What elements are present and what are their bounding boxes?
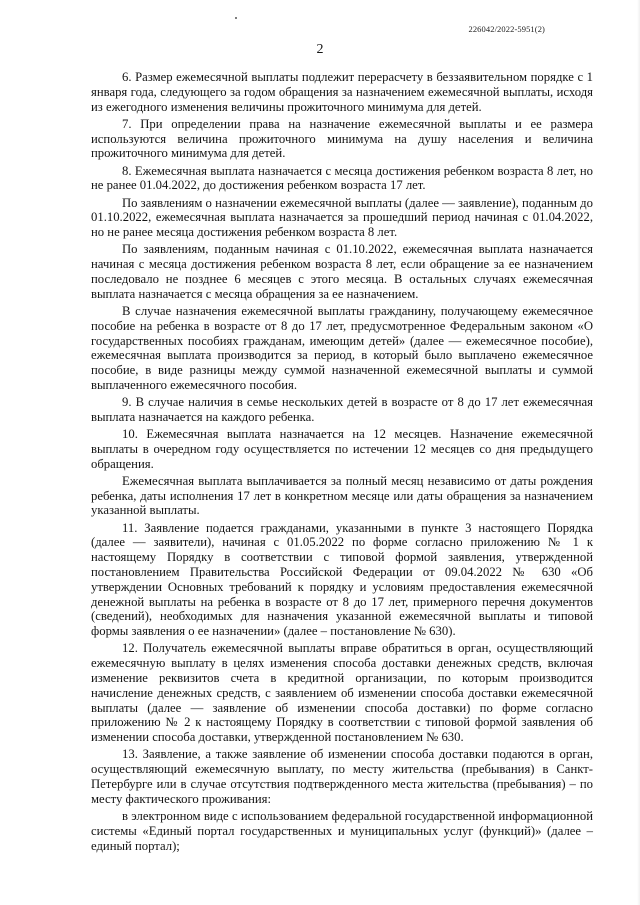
paragraph-8-applications-after: По заявлениям, поданным начиная с 01.10.2022, ежемесячная выплата назначается начиная с месяца достижения ребенком возраста 8 лет, если обращение за ее назначением последовало не позднее 6 месяцев с этого месяца. В остальных случаях ежемесячная выплата назначается с месяца обращения за ее назначением. xyxy=(91,242,593,301)
paragraph-8-allowance: В случае назначения ежемесячной выплаты гражданину, получающему ежемесячное пособие на ребенка в возрасте от 8 до 17 лет, предусмотренное Федеральным законом «О государственных пособиях гражданам, имеющим детей» (далее — ежемесячное пособие), ежемесячная выплата производится за период, в который было выплачено ежемесячное пособие, в виде разницы между суммой назначенной ежемесячной выплаты и суммой выплаченного ежемесячного пособия. xyxy=(91,303,593,392)
paragraph-12: 12. Получатель ежемесячной выплаты вправе обратиться в орган, осуществляющий ежемесячную выплату в целях изменения способа доставки денежных средств, включая изменение реквизитов счета в кредитной организации, по которым производится начисление денежных средств, с заявлением об изменении способа доставки ежемесячной выплаты (далее — заявление об изменении способа доставки) по форме согласно приложению № 2 к настоящему Порядку в соответствии с типовой формой заявления об изменении способа доставки, утвержденной постановлением № 630. xyxy=(91,641,593,745)
paragraph-10-full-month: Ежемесячная выплата выплачивается за полный месяц независимо от даты рождения ребенка, даты исполнения 17 лет в конкретном месяце или даты обращения за назначением указанной выплаты. xyxy=(91,473,593,518)
paragraph-10: 10. Ежемесячная выплата назначается на 12 месяцев. Назначение ежемесячной выплаты в очередном году осуществляется по истечении 12 месяцев со дня предыдущего обращения. xyxy=(91,427,593,471)
paragraph-8-applications-before: По заявлениям о назначении ежемесячной выплаты (далее — заявление), поданным до 01.10.2022, ежемесячная выплата назначается за прошедший период начиная с 01.04.2022, но не ранее месяца достижения ребенком возраста 8 лет. xyxy=(91,195,593,240)
paragraph-11: 11. Заявление подается гражданами, указанными в пункте 3 настоящего Порядка (далее — заявители), начиная с 01.05.2022 по форме согласно приложению № 1 к настоящему Порядку в соответствии с типовой формой заявления, утвержденной постановлением Правительства Российской Федерации от 09.04.2022 № 630 «Об утверждении Основных требований к порядку и условиям предоставления ежемесячной денежной выплаты на ребенка в возрасте от 8 до 17 лет, примерного перечня документов (сведений), необходимых для назначения указанной ежемесячной выплаты и типовой формы заявления о ее назначении» (далее – постановление № 630). xyxy=(91,520,593,639)
document-code: 226042/2022-5951(2) xyxy=(468,24,545,34)
paragraph-8: 8. Ежемесячная выплата назначается с месяца достижения ребенком возраста 8 лет, но не ранее 01.04.2022, до достижения ребенком возраста 17 лет. xyxy=(91,163,593,193)
paragraph-7: 7. При определении права на назначение ежемесячной выплаты и ее размера используются величина прожиточного минимума на душу населения и величина прожиточного минимума для детей. xyxy=(91,116,593,161)
scan-speck xyxy=(235,17,237,19)
paragraph-9: 9. В случае наличия в семье нескольких детей в возрасте от 8 до 17 лет ежемесячная выплата назначается на каждого ребенка. xyxy=(91,395,593,424)
paragraph-6: 6. Размер ежемесячной выплаты подлежит перерасчету в беззаявительном порядке с 1 января года, следующего за годом обращения за назначением ежемесячной выплаты, исходя из ежегодного изменения величины прожиточного минимума для детей. xyxy=(91,70,593,114)
paragraph-13: 13. Заявление, а также заявление об изменении способа доставки подаются в орган, осуществляющий ежемесячную выплату, по месту жительства (пребывания) в Санкт-Петербурге или в случае отсутствия подтвержденного места жительства (пребывания) – по месту фактического проживания: xyxy=(91,747,593,806)
page-number: 2 xyxy=(316,42,324,57)
document-body xyxy=(91,70,593,853)
paragraph-13-electronic: в электронном виде с использованием федеральной государственной информационной системы «Единый портал государственных и муниципальных услуг (функций)» (далее – единый портал); xyxy=(91,808,593,853)
